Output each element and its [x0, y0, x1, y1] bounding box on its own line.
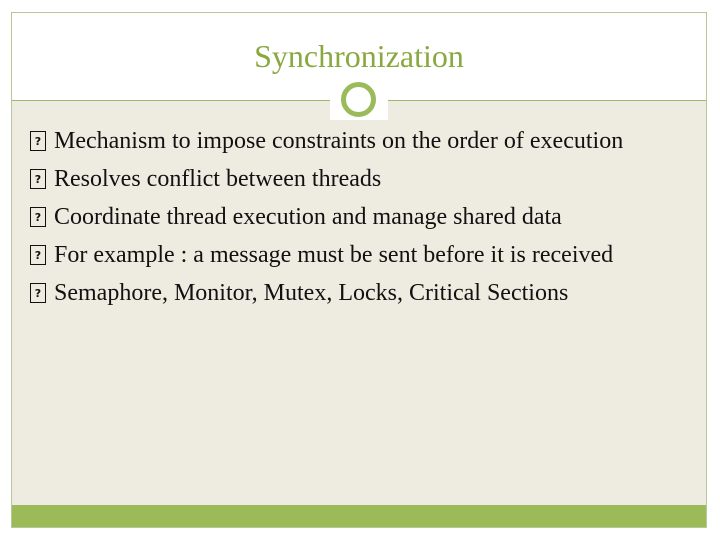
bullet-item	[30, 163, 682, 195]
bullet-text: Coordinate thread execution and manage shared data	[54, 204, 562, 230]
missing-glyph-icon: ?	[30, 131, 46, 151]
bullet-text: Semaphore, Monitor, Mutex, Locks, Critical Sections	[54, 280, 569, 306]
missing-glyph-icon: ?	[30, 245, 46, 265]
bullet-item	[30, 277, 682, 309]
bullet-text: Mechanism to impose constraints on the order of execution	[54, 128, 624, 154]
bullet-item	[30, 125, 682, 157]
missing-glyph-icon: ?	[30, 207, 46, 227]
missing-glyph-icon: ?	[30, 169, 46, 189]
bullet-text: For example : a message must be sent before it is received	[54, 242, 614, 268]
bullet-item	[30, 201, 682, 233]
bullet-item	[30, 239, 682, 271]
circle-ornament-icon	[341, 82, 376, 117]
bullet-list	[30, 125, 682, 315]
missing-glyph-icon: ?	[30, 283, 46, 303]
bottom-accent-bar	[12, 505, 706, 527]
bullet-text: Resolves conflict between threads	[54, 166, 382, 192]
slide-title: Synchronization	[254, 38, 464, 74]
